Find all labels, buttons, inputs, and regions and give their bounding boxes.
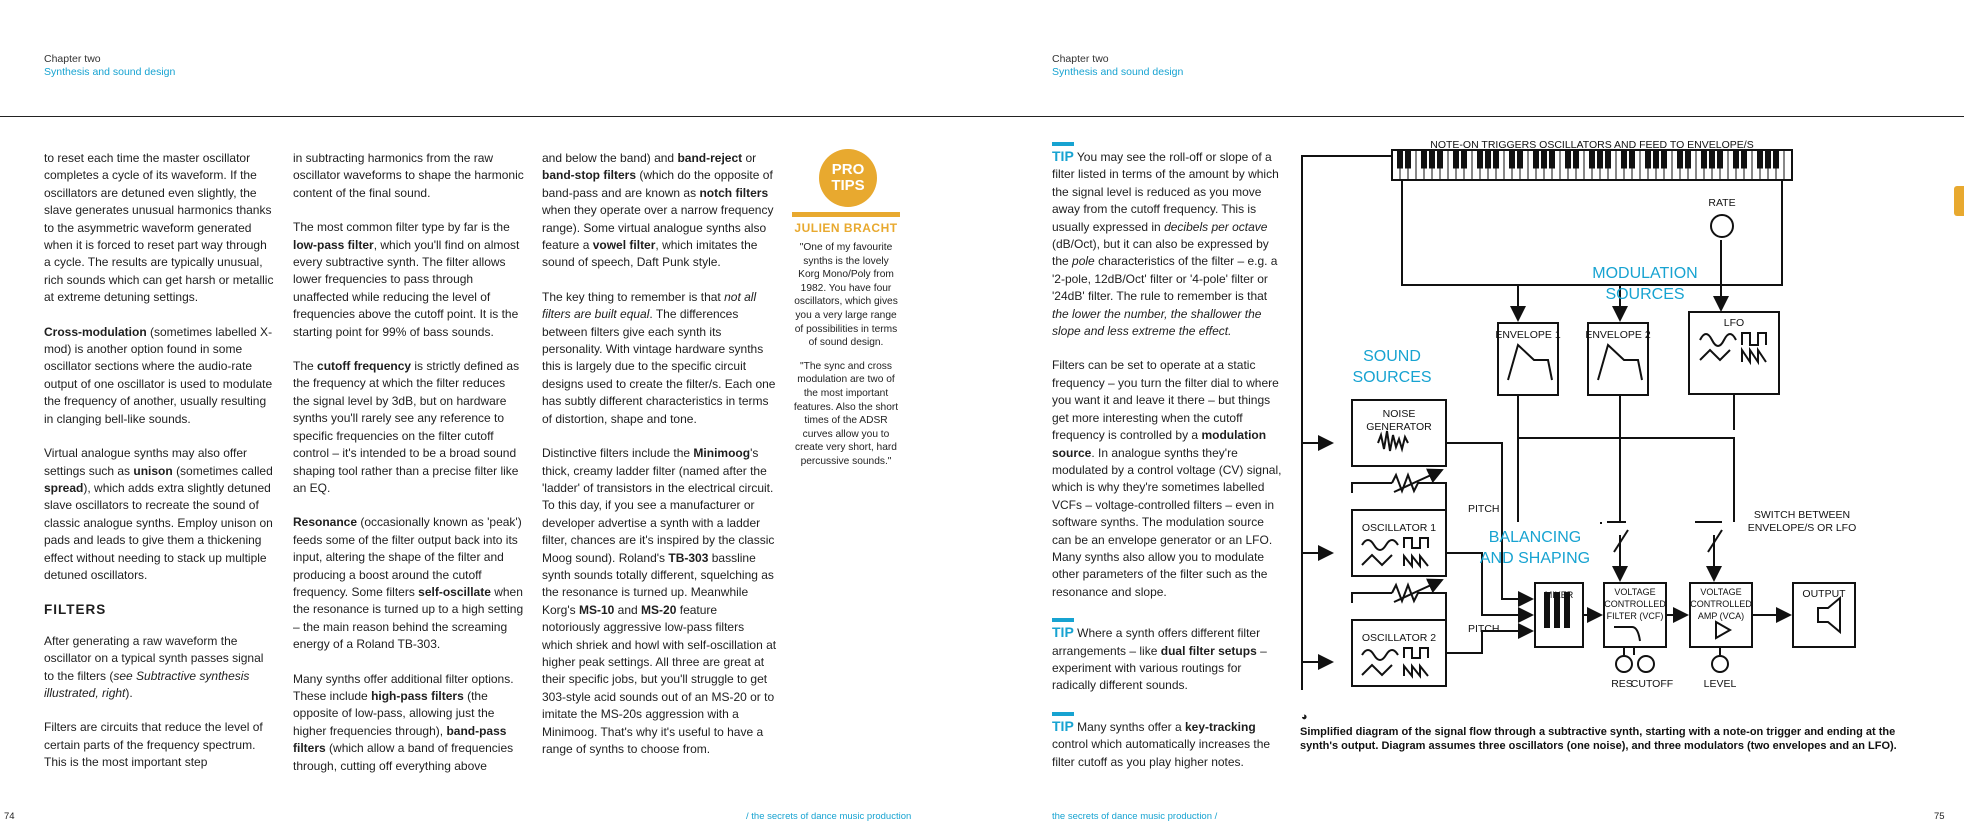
tip-paragraph: TIP Many synths offer a key-tracking control which automatically increases the filter cutoff as you play higher notes. — [1052, 712, 1284, 771]
paragraph: Virtual analogue synths may also offer settings such as unison (sometimes called spread), which adds extra slightly detuned slave oscillators to recreate the sound of classic analogue synths. Employ unison on pads and leads to give them a thickening effect without needing to stack up multiple detuned oscillators. — [44, 446, 273, 582]
right-text-column — [1052, 142, 1284, 788]
footer-text: the secrets of dance music production / — [1052, 811, 1218, 822]
balancing-label-1: BALANCING — [1488, 529, 1582, 546]
tip-label: TIP — [1052, 624, 1074, 641]
modulation-label-1: MODULATION — [1592, 265, 1698, 282]
pro-tips-badge — [819, 149, 877, 207]
header-rule — [0, 116, 982, 117]
headphones-icon: ◕ — [1301, 711, 1308, 723]
right-page — [982, 0, 1964, 832]
envelope-1-label: ENVELOPE 1 — [1495, 329, 1561, 341]
tips-label: TIPS — [831, 177, 865, 194]
page-number: 74 — [4, 811, 15, 822]
modulation-label-2: SOURCES — [1605, 286, 1685, 303]
rate-label: RATE — [1708, 197, 1736, 209]
pro-tips-bar — [792, 212, 900, 217]
section-label: Synthesis and sound design — [44, 66, 176, 78]
paragraph: The key thing to remember is that not all filters are built equal. The differences between filters give each synth its personality. With vintage hardware synths this is largely due to the specific circuit designs used to create the filter/s. Each one has subtly different characteristics in terms of distortion, shape and tone. — [542, 289, 776, 426]
chapter-header — [44, 53, 175, 79]
pro-label: PRO — [831, 161, 865, 178]
paragraph: and below the band) and band-reject or band-stop filters (which do the opposite of band-pass and are known as notch filters when they operate over a narrow frequency range). Some virtual analogue synths also feature a vowel filter, which imitates the sound of speech, Daft Punk style. — [542, 151, 774, 270]
cutoff-label: CUTOFF — [1630, 678, 1674, 690]
left-column-2 — [293, 150, 525, 792]
vca-label-3: AMP (VCA) — [1697, 611, 1745, 621]
tip-label: TIP — [1052, 717, 1074, 734]
output-label: OUTPUT — [1802, 588, 1846, 600]
paragraph: to reset each time the master oscillator completes a cycle of its waveform. If the oscillators are detuned even slightly, the slave generates unusual harmonics thanks to the asymmetric waveform generated when it is forced to reset part way through a cycle. The results are typically unusual, rich sounds which can get harsh or metallic at extreme detuning settings. — [44, 151, 274, 305]
synth-signal-flow-diagram — [1282, 140, 1922, 700]
paragraph: Cross-modulation (sometimes labelled X-mod) is another option found in some oscillator sections where the audio-rate output of one oscillator is used to modulate the frequency of another, usually resulting in clanging bell-like sounds. — [44, 324, 273, 426]
paragraph: The most common filter type by far is the low-pass filter, which you'll find on almost every subtractive synth. The filter allows lower frequencies to pass through unaffected while reducing the level of frequencies above the cutoff point. It is the starting point for 99% of bass sounds. — [293, 220, 520, 339]
envelope-2-label: ENVELOPE 2 — [1585, 329, 1651, 341]
paragraph: After generating a raw waveform the oscillator on a typical synth passes signal to the filters (see Subtractive synthesis illustrated, right). — [44, 633, 264, 700]
noise-label-2: GENERATOR — [1366, 421, 1432, 433]
paragraph: Filters are circuits that reduce the level of certain parts of the frequency spectrum. This is the most important step — [44, 720, 263, 770]
pitch-label-1: PITCH — [1468, 503, 1500, 515]
left-column-1 — [44, 150, 276, 789]
paragraph: Many synths offer additional filter options. These include high-pass filters (the opposite of low-pass, allowing just the higher frequencies through), band-pass filters (which allow a band of frequencies through, cutting off everything above — [293, 671, 514, 773]
tip-mark — [1052, 142, 1074, 146]
vcf-label-3: FILTER (VCF) — [1606, 611, 1664, 621]
vcf-label-1: VOLTAGE — [1614, 587, 1656, 597]
level-label: LEVEL — [1703, 678, 1737, 690]
page-tab — [1954, 186, 1964, 216]
chapter-label: Chapter two — [1052, 53, 1109, 65]
balancing-label-2: AND SHAPING — [1479, 550, 1591, 567]
pro-tips-name: JULIEN BRACHT — [794, 221, 898, 235]
tip-mark — [1052, 712, 1074, 716]
quote-2: "The sync and cross modulation are two of the most important features. Also the short times of the ADSR curves allow you to create very short, hard percussive sounds." — [793, 360, 899, 467]
tip-mark — [1052, 618, 1074, 622]
tip-paragraph: TIP You may see the roll-off or slope of a filter listed in terms of the amount by which the signal level is reduced as you move away from the cutoff frequency. This is usually expressed in decibels per octave (dB/Oct), but it can also be expressed by the pole characteristics of the filter – e.g. a '2-pole, 12dB/Oct' filter or '4-pole' filter or '24dB' filter. The rule to remember is that the lower the number, the shallower the slope and less extreme the effect. — [1052, 142, 1284, 340]
left-column-3 — [542, 150, 778, 775]
res-label: RES — [1611, 678, 1633, 690]
diagram-top-label: NOTE-ON TRIGGERS OSCILLATORS AND FEED TO ENVELOPE/S — [1430, 140, 1754, 151]
pro-tips-quote — [792, 241, 900, 479]
tip-label: TIP — [1052, 148, 1074, 164]
diagram-caption: Simplified diagram of the signal flow through a subtractive synth, starting with a note-on trigger and ending at the synth's output. Diagram assumes three oscillators (one noise), and three modulators (two envelopes and an LFO). — [1300, 726, 1897, 752]
tip-paragraph: TIP Where a synth offers different filter arrangements – like dual filter setups – experiment with various routings for radically different sounds. — [1052, 618, 1284, 695]
paragraph: Filters can be set to operate at a static frequency – you turn the filter dial to where you want it and leave it there – but things get more interesting when the cutoff frequency is controlled by a modulation source. In analogue synths they're modulated by a control voltage (CV) signal, which is why they're sometimes labelled VCFs – voltage-controlled filters – even in software synths. The modulation source can be an envelope generator or an LFO. Many synths also allow you to modulate other parameters of the filter such as the resonance and slope. — [1052, 358, 1282, 599]
oscillator-1-label: OSCILLATOR 1 — [1361, 522, 1437, 534]
section-label: Synthesis and sound design — [1052, 66, 1184, 78]
filters-heading: FILTERS — [44, 602, 107, 618]
paragraph: Resonance (occasionally known as 'peak') feeds some of the filter output back into its input, altering the shape of the filter and producing a boost around the cutoff frequency. Some filters self-oscillate when the resonance is turned up to a high setting – the main reason behind the screaming energy of a Roland TB-303. — [293, 515, 524, 652]
quote-1: "One of my favourite synths is the lovely Korg Mono/Poly from 1982. You have four oscillators, which gives you a very large range of possibilities in terms of sound design. — [794, 242, 898, 349]
chapter-label: Chapter two — [44, 53, 101, 65]
sound-label-1: SOUND — [1363, 348, 1421, 365]
mixer-label: MIXER — [1544, 590, 1574, 600]
paragraph: The cutoff frequency is strictly defined as the frequency at which the filter reduces the signal level by 3dB, but on hardware synths you'll rarely see any reference to specific frequencies on the filter cutoff control – it's intended to be a broad sound shaping tool rather than a precise filter like an EQ. — [293, 359, 520, 495]
pitch-label-2: PITCH — [1468, 623, 1500, 635]
chapter-header — [1052, 53, 1183, 79]
vcf-label-2: CONTROLLED — [1604, 599, 1666, 609]
vca-label-1: VOLTAGE — [1700, 587, 1742, 597]
paragraph: in subtracting harmonics from the raw oscillator waveforms to shape the harmonic content of the final sound. — [293, 151, 524, 200]
header-rule — [982, 116, 1964, 117]
oscillator-2-label: OSCILLATOR 2 — [1361, 632, 1437, 644]
switch-label-1: SWITCH BETWEEN — [1753, 509, 1851, 521]
paragraph: Distinctive filters include the Minimoog's thick, creamy ladder filter (named after the 'ladder' of transistors in the electrical circuit. To this day, if you see a manufacturer or developer advertise a synth with a ladder filter, chances are it's inspired by the classic Moog sound). Roland's TB-303 bassline synth sounds totally different, squelching as the resonance is turned up. Meanwhile Korg's MS-10 and MS-20 feature notoriously aggressive low-pass filters which shriek and howl with self-oscillation at higher peak settings. All three are great at their specific jobs, but you'll struggle to get 303-style acid sounds out of an MS-20 or to imitate the MS-20s aggression with a Minimoog. That's why it's useful to have a range of synths to choose from. — [542, 446, 777, 756]
noise-label-1: NOISE — [1382, 408, 1416, 420]
keyboard-icon — [1392, 150, 1792, 180]
sound-label-2: SOURCES — [1352, 369, 1432, 386]
lfo-label: LFO — [1723, 317, 1745, 329]
page-number: 75 — [1934, 811, 1945, 822]
switch-label-2: ENVELOPE/S OR LFO — [1747, 522, 1857, 534]
vca-label-2: CONTROLLED — [1690, 599, 1752, 609]
footer-text: / the secrets of dance music production — [746, 811, 912, 822]
